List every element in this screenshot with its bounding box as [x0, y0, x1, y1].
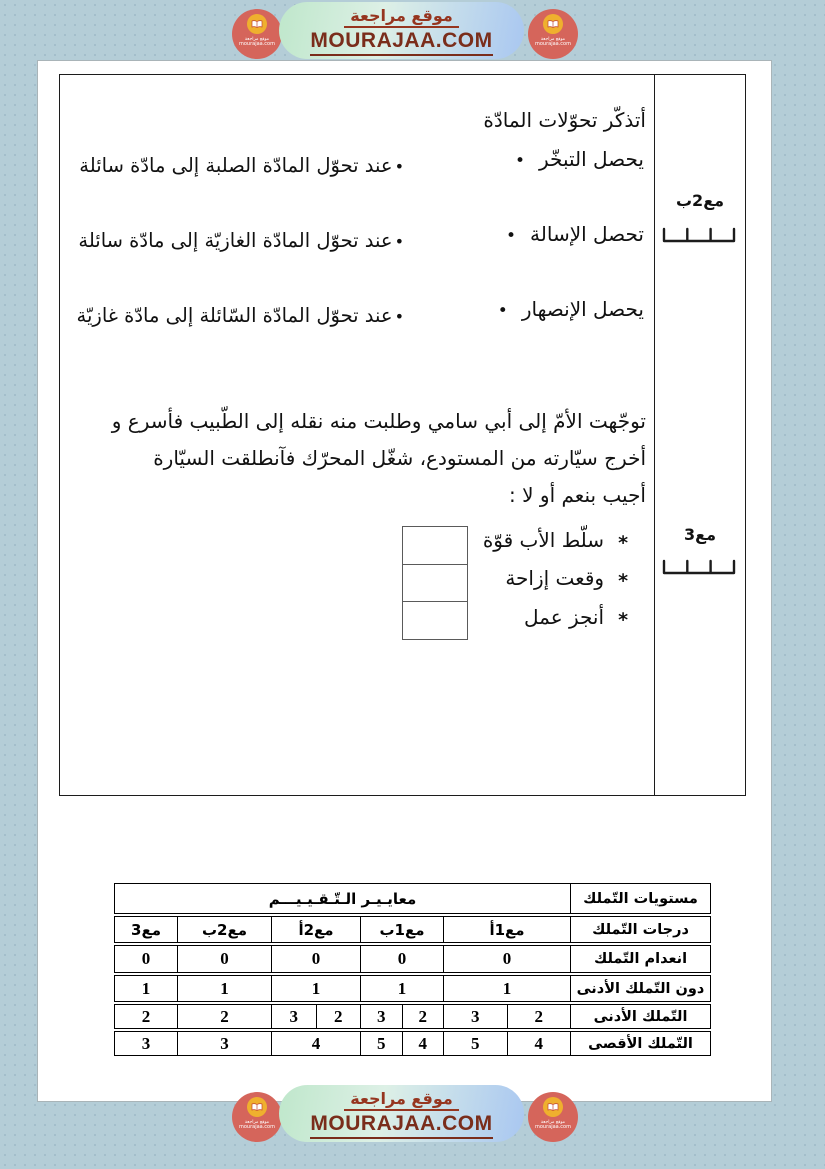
table-row	[114, 1004, 711, 1029]
bullet-icon: •	[394, 307, 404, 326]
asterisk-icon: *	[618, 609, 628, 631]
score-cell: 4	[272, 1032, 361, 1055]
site-domain-link[interactable]: MOURAJAA.COM	[310, 1111, 492, 1139]
scoring-bracket-icon	[662, 557, 736, 579]
header-banner	[0, 0, 825, 62]
site-link-pill[interactable]	[279, 1085, 524, 1142]
score-subcell: 3	[471, 1006, 480, 1026]
site-link-pill[interactable]	[279, 2, 524, 59]
badge-caption: موقع مراجعة mourajaa.com	[534, 37, 571, 47]
scoring-bracket-icon	[662, 225, 736, 247]
process-text: يحصل الإنصهار	[521, 297, 644, 321]
criterion-label: مع3	[684, 525, 716, 544]
process-phrase	[506, 222, 644, 246]
exercise-main-area	[60, 75, 654, 795]
table-row	[114, 916, 711, 943]
story-paragraph	[64, 403, 646, 514]
badge-caption: موقع مراجعة mourajaa.com	[238, 37, 275, 47]
footer-banner	[0, 1083, 825, 1145]
quiz-item-label: أنجز عمل	[523, 605, 605, 629]
score-cell: 0	[444, 946, 571, 972]
bullet-icon: •	[394, 232, 404, 251]
score-cell	[444, 1005, 571, 1028]
quiz-item	[524, 598, 628, 636]
process-phrase	[515, 147, 644, 171]
score-cell: 0	[361, 946, 444, 972]
score-subcell: 3	[377, 1006, 386, 1026]
score-subcell: 2	[402, 1005, 444, 1028]
table-row	[114, 975, 711, 1002]
criterion-header-cell: مع2ب	[178, 917, 272, 942]
score-cell: 0	[272, 946, 361, 972]
site-logo-badge[interactable]	[232, 9, 282, 59]
site-logo-badge[interactable]	[528, 1092, 578, 1142]
story-line: أجيب بنعم أو لا :	[509, 483, 646, 507]
bullet-icon: •	[506, 226, 517, 246]
degrees-header-cell: درجات التّملك	[592, 921, 689, 938]
score-cell: 1	[361, 976, 444, 1001]
quiz-item-label: سلّط الأب قوّة	[482, 528, 605, 552]
score-cell: 3	[115, 1032, 178, 1055]
score-subcell: 2	[316, 1005, 361, 1028]
levels-header-cell: مستويات التّملك	[583, 890, 698, 907]
site-logo-badge[interactable]	[232, 1092, 282, 1142]
answer-box	[402, 526, 468, 565]
score-cell	[272, 1005, 361, 1028]
score-cell: 0	[115, 946, 178, 972]
quiz-item	[483, 521, 628, 559]
story-line: أخرج سيّارته من المستودع، شغّل المحرّك فآنطلقت السيّارة	[153, 446, 646, 470]
book-icon	[543, 1097, 563, 1117]
story-line: توجّهت الأمّ إلى أبي سامي وطلبت منه نقله إلى الطّبيب فأسرع و	[111, 409, 646, 433]
level-label-cell: انعدام التّملك	[593, 951, 688, 967]
table-row	[114, 883, 711, 914]
site-title-arabic-link[interactable]: موقع مراجعة	[344, 1089, 459, 1111]
criterion-header-cell: مع1ب	[361, 917, 444, 942]
condition-text: عند تحوّل المادّة الغازيّة إلى مادّة سائلة	[78, 229, 393, 252]
score-cell: 0	[178, 946, 272, 972]
site-title-arabic-link[interactable]: موقع مراجعة	[344, 6, 459, 28]
bullet-icon: •	[497, 301, 508, 321]
condition-text: عند تحوّل المادّة الصلبة إلى مادّة سائلة	[79, 154, 393, 177]
score-subcell: 3	[289, 1006, 298, 1026]
criteria-title-cell: معايـيـر الـتّـقـيـيـــم	[115, 884, 571, 913]
criterion-label: مع2ب	[675, 191, 725, 210]
site-domain-link[interactable]: MOURAJAA.COM	[310, 28, 492, 56]
criterion-header-cell: مع2أ	[272, 917, 361, 942]
score-cell: 2	[115, 1005, 178, 1028]
condition-item	[64, 297, 404, 335]
score-subcell: 5	[471, 1033, 480, 1053]
criterion-header-cell: مع1أ	[444, 917, 571, 942]
scoring-margin	[654, 75, 745, 795]
quiz-item-label: وقعت إزاحة	[505, 566, 605, 590]
level-label-cell: دون التّملك الأدنى	[576, 980, 705, 997]
recall-section-title: أتذكّر تحوّلات المادّة	[483, 108, 646, 132]
rubric-table	[114, 883, 711, 1056]
book-icon	[247, 14, 267, 34]
score-cell: 1	[272, 976, 361, 1001]
process-text: تحصل الإسالة	[530, 222, 644, 246]
score-cell: 1	[115, 976, 178, 1001]
score-subcell: 5	[377, 1033, 386, 1053]
level-label-cell: التّملك الأقصى	[588, 1035, 693, 1052]
book-icon	[543, 14, 563, 34]
answer-box	[402, 601, 468, 640]
asterisk-icon: *	[618, 532, 628, 554]
score-subcell: 4	[402, 1032, 444, 1055]
bullet-icon: •	[514, 151, 525, 171]
quiz-item	[505, 559, 628, 597]
condition-text: عند تحوّل المادّة السّائلة إلى مادّة غازيّة	[76, 304, 393, 327]
document-page	[37, 60, 772, 1102]
score-cell	[361, 1005, 444, 1028]
score-cell	[361, 1032, 444, 1055]
score-cell	[444, 1032, 571, 1055]
condition-item	[64, 147, 404, 185]
site-logo-badge[interactable]	[528, 9, 578, 59]
score-cell: 1	[178, 976, 272, 1001]
bullet-icon: •	[394, 157, 404, 176]
exercise-box	[59, 74, 746, 796]
badge-caption: موقع مراجعة mourajaa.com	[534, 1120, 571, 1130]
condition-item	[64, 222, 404, 260]
answer-boxes-column	[402, 526, 468, 640]
score-subcell: 2	[507, 1005, 571, 1028]
answer-box	[402, 564, 468, 603]
book-icon	[247, 1097, 267, 1117]
score-cell: 3	[178, 1032, 272, 1055]
table-row	[114, 945, 711, 973]
level-label-cell: التّملك الأدنى	[593, 1008, 688, 1025]
score-subcell: 4	[507, 1032, 571, 1055]
process-text: يحصل التبخّر	[539, 147, 644, 171]
badge-caption: موقع مراجعة mourajaa.com	[238, 1120, 275, 1130]
score-cell: 2	[178, 1005, 272, 1028]
score-cell: 1	[444, 976, 571, 1001]
process-phrase	[498, 297, 644, 321]
table-row	[114, 1031, 711, 1056]
asterisk-icon: *	[618, 570, 628, 592]
criterion-header-cell: مع3	[115, 917, 178, 942]
